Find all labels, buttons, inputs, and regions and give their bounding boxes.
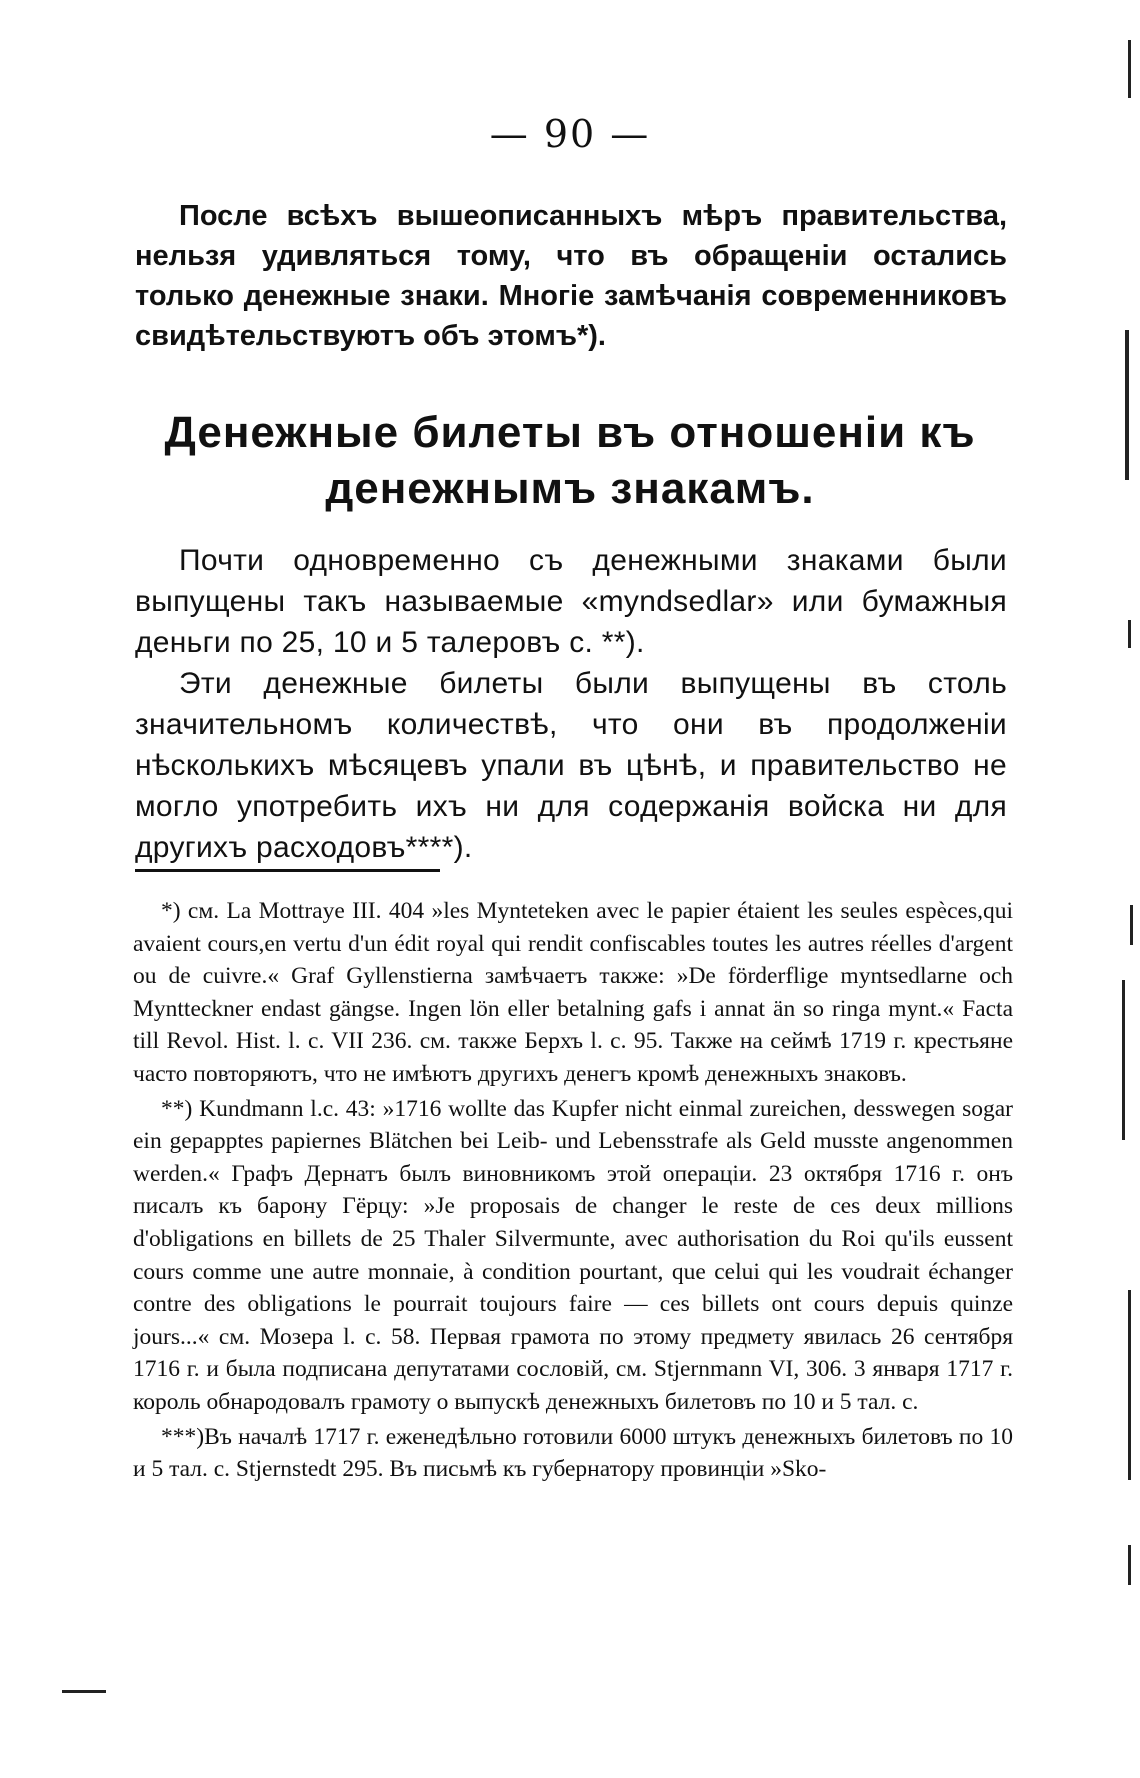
footnote-1: *) см. La Mottraye III. 404 »les Mynteteken avec le papier étaient les seules espèces,qui avaient cours,en vertu d'un édit royal qui rendit confiscables toutes les autres réelles d'argent ou de cuivre.« Graf Gyllenstierna замѣчаетъ также: »De förderflige myntsedlarne och Myntteckner endast gängse. Ingen lön eller betalning gafs i annat än so ringa mynt.« Facta till Revol. Hist. l. c. VII 236. см. также Берхъ l. c. 95. Также на сеймѣ 1719 г. крестьяне часто повторяютъ, что не имѣютъ другихъ денегъ кромѣ денежныхъ знаковъ. <box>133 898 1013 1087</box>
page-number: — 90 — <box>489 112 651 156</box>
section-heading: Денежные билеты въ отношеніи къ денежнымъ знакамъ. <box>164 408 976 513</box>
footnotes <box>133 895 1013 1488</box>
intro-block <box>135 196 1007 356</box>
scan-left-dash <box>62 1690 106 1693</box>
footnote-3: ***)Въ началѣ 1717 г. еженедѣльно готовили 6000 штукъ денежныхъ билетовъ по 10 и 5 тал. с. Stjernstedt 295. Въ письмѣ къ губернатору провинціи »Sko- <box>133 1423 1013 1483</box>
section-body <box>135 540 1007 868</box>
section-paragraph-2: Эти денежные билеты были выпущены въ столь значительномъ количествѣ, что они въ продолженіи нѣсколькихъ мѣсяцевъ упали въ цѣнѣ, и правительство не могло употребить ихъ ни для содержанія войска ни для другихъ расходовъ****). <box>135 667 1007 864</box>
footnote-2: **) Kundmann l.c. 43: »1716 wollte das Kupfer nicht einmal zureichen, desswegen sogar ein gepapptes papiernes Blätchen bei Leib- und Lebensstrafe als Geld musste angenommen werden.« Графъ Дернатъ былъ виновникомъ этой операціи. 23 октября 1716 г. онъ писалъ къ барону Гёрцу: »Je proposais de changer le reste de ces deux millions d'obligations en billets de 25 Thaler Silvermunte, avec authorisation du Roi qu'ils eussent cours comme une autre monnaie, à condition pourtant, que celui qui les voudrait échanger contre des obligations le pourrait toujours faire — ces billets ont cours depuis quinze jours...« см. Мозера l. c. 58. Первая грамота по этому предмету явилась 26 сентября 1716 г. и была подписана депутатами сословій, см. Stjernmann VI, 306. 3 января 1717 г. король обнародовалъ грамоту о выпускѣ денежныхъ билетовъ по 10 и 5 тал. с. <box>133 1095 1013 1415</box>
footnote-separator <box>135 869 440 872</box>
intro-paragraph: После всѣхъ вышеописанныхъ мѣръ правительства, нельзя удивляться тому, что въ обращеніи остались только денежные знаки. Многіе замѣчанія современниковъ свидѣтельствуютъ объ этомъ*). <box>135 200 1007 352</box>
section-paragraph-1: Почти одновременно съ денежными знаками были выпущены такъ называемые «myndsedlar» или бумажныя деньги по 25, 10 и 5 талеровъ с. **). <box>135 544 1007 659</box>
